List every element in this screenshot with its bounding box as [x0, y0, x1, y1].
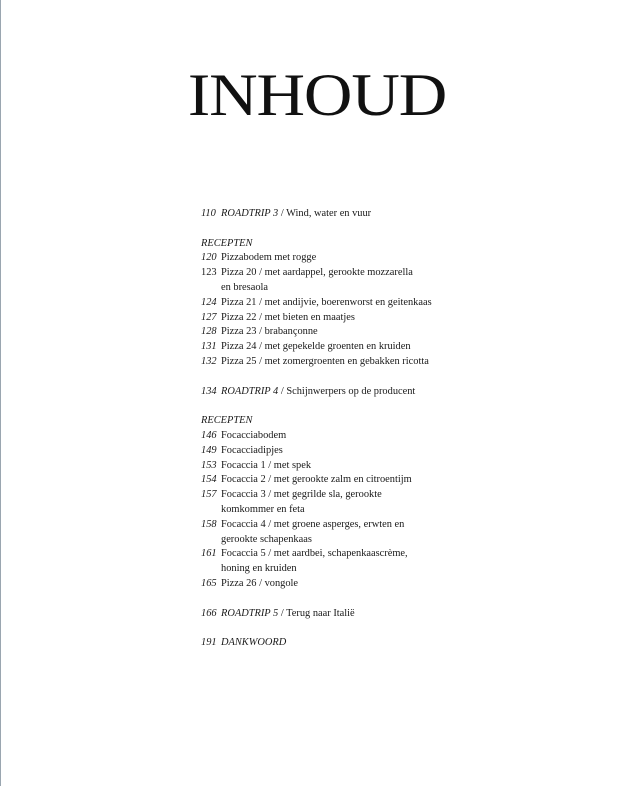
page-number: 123 — [201, 267, 217, 279]
entry-text: Pizza 20 / met aardappel, gerookte mozzarella — [221, 267, 413, 279]
toc-entry[interactable] — [201, 385, 621, 400]
dankwoord-label: DANKWOORD — [221, 637, 287, 649]
page-number: 120 — [201, 252, 217, 264]
toc-entry[interactable] — [201, 251, 621, 266]
roadtrip-label: ROADTRIP 4 — [221, 385, 279, 397]
entry-text: Pizza 22 / met bieten en maatjes — [221, 311, 355, 323]
page-number: 132 — [201, 355, 217, 367]
page-number: 128 — [201, 326, 217, 338]
toc-block-roadtrip-5 — [201, 607, 621, 622]
roadtrip-title: Terug naar Italië — [286, 607, 355, 619]
toc-entry[interactable] — [201, 355, 621, 370]
page-number: 161 — [201, 548, 217, 560]
page-number: 124 — [201, 296, 217, 308]
page-number: 166 — [201, 607, 217, 619]
separator: / — [278, 607, 287, 619]
entry-text: Focaccia 4 / met groene asperges, erwten en — [221, 518, 405, 530]
page-title: INHOUD — [187, 62, 447, 128]
page-number: 165 — [201, 577, 217, 589]
toc-entry[interactable] — [201, 636, 621, 651]
roadtrip-label: ROADTRIP 5 — [221, 607, 279, 619]
toc-entry[interactable] — [201, 207, 621, 222]
entry-text: Focacciabodem — [221, 429, 287, 441]
toc-entry[interactable] — [201, 444, 621, 459]
entry-text — [221, 207, 371, 222]
entry-text: Focacciadipjes — [221, 444, 283, 456]
entry-text: Pizzabodem met rogge — [221, 252, 317, 264]
toc-block-recepten-2 — [201, 414, 621, 592]
entry-text: Pizza 23 / brabançonne — [221, 326, 318, 338]
table-of-contents — [201, 207, 621, 666]
entry-text: Focaccia 3 / met gegrilde sla, gerookte — [221, 489, 382, 501]
toc-entry[interactable] — [201, 340, 621, 355]
page-number: 149 — [201, 444, 217, 456]
toc-entry[interactable] — [201, 296, 621, 311]
toc-block-roadtrip-3 — [201, 207, 621, 222]
entry-text — [221, 607, 355, 622]
page-number: 158 — [201, 518, 217, 530]
toc-entry[interactable] — [201, 311, 621, 326]
roadtrip-title: Schijnwerpers op de producent — [286, 385, 416, 397]
separator: / — [278, 208, 287, 219]
toc-entry[interactable] — [201, 607, 621, 622]
page-number: 110 — [201, 208, 216, 219]
page-number: 134 — [201, 385, 217, 397]
section-label: RECEPTEN — [201, 415, 253, 427]
page-number: 153 — [201, 459, 217, 471]
entry-text: Focaccia 2 / met gerookte zalm en citroentijm — [221, 474, 412, 486]
toc-entry[interactable] — [201, 429, 621, 444]
toc-entry[interactable] — [201, 547, 621, 562]
roadtrip-label: ROADTRIP 3 — [221, 208, 279, 219]
entry-continuation: honing en kruiden — [221, 563, 297, 575]
entry-continuation: komkommer en feta — [221, 503, 305, 515]
section-label: RECEPTEN — [201, 237, 253, 249]
toc-block-dankwoord — [201, 636, 621, 651]
toc-entry[interactable] — [201, 266, 621, 281]
toc-entry[interactable] — [201, 488, 621, 503]
toc-entry[interactable] — [201, 459, 621, 474]
roadtrip-title: Wind, water en vuur — [286, 208, 372, 219]
page-number: 154 — [201, 474, 217, 486]
page-number: 157 — [201, 489, 217, 501]
entry-text: Pizza 24 / met gepekelde groenten en kruiden — [221, 341, 411, 353]
entry-text: Pizza 25 / met zomergroenten en gebakken ricotta — [221, 355, 429, 367]
page-number: 146 — [201, 429, 217, 441]
page-number: 127 — [201, 311, 217, 323]
toc-entry[interactable] — [201, 577, 621, 592]
entry-text — [221, 636, 286, 651]
separator: / — [278, 385, 287, 397]
page-number: 191 — [201, 637, 217, 649]
entry-text: Pizza 26 / vongole — [221, 577, 299, 589]
entry-continuation: en bresaola — [221, 281, 269, 293]
entry-text: Pizza 21 / met andijvie, boerenworst en geitenkaas — [221, 296, 432, 308]
entry-text — [221, 385, 415, 400]
entry-text: Focaccia 1 / met spek — [221, 459, 312, 471]
toc-entry[interactable] — [201, 473, 621, 488]
entry-continuation: gerookte schapenkaas — [221, 533, 312, 545]
entry-text: Focaccia 5 / met aardbei, schapenkaascrème, — [221, 548, 408, 560]
toc-entry[interactable] — [201, 518, 621, 533]
toc-entry[interactable] — [201, 325, 621, 340]
toc-block-roadtrip-4 — [201, 385, 621, 400]
page-number: 131 — [201, 341, 217, 353]
toc-block-recepten-1 — [201, 237, 621, 370]
